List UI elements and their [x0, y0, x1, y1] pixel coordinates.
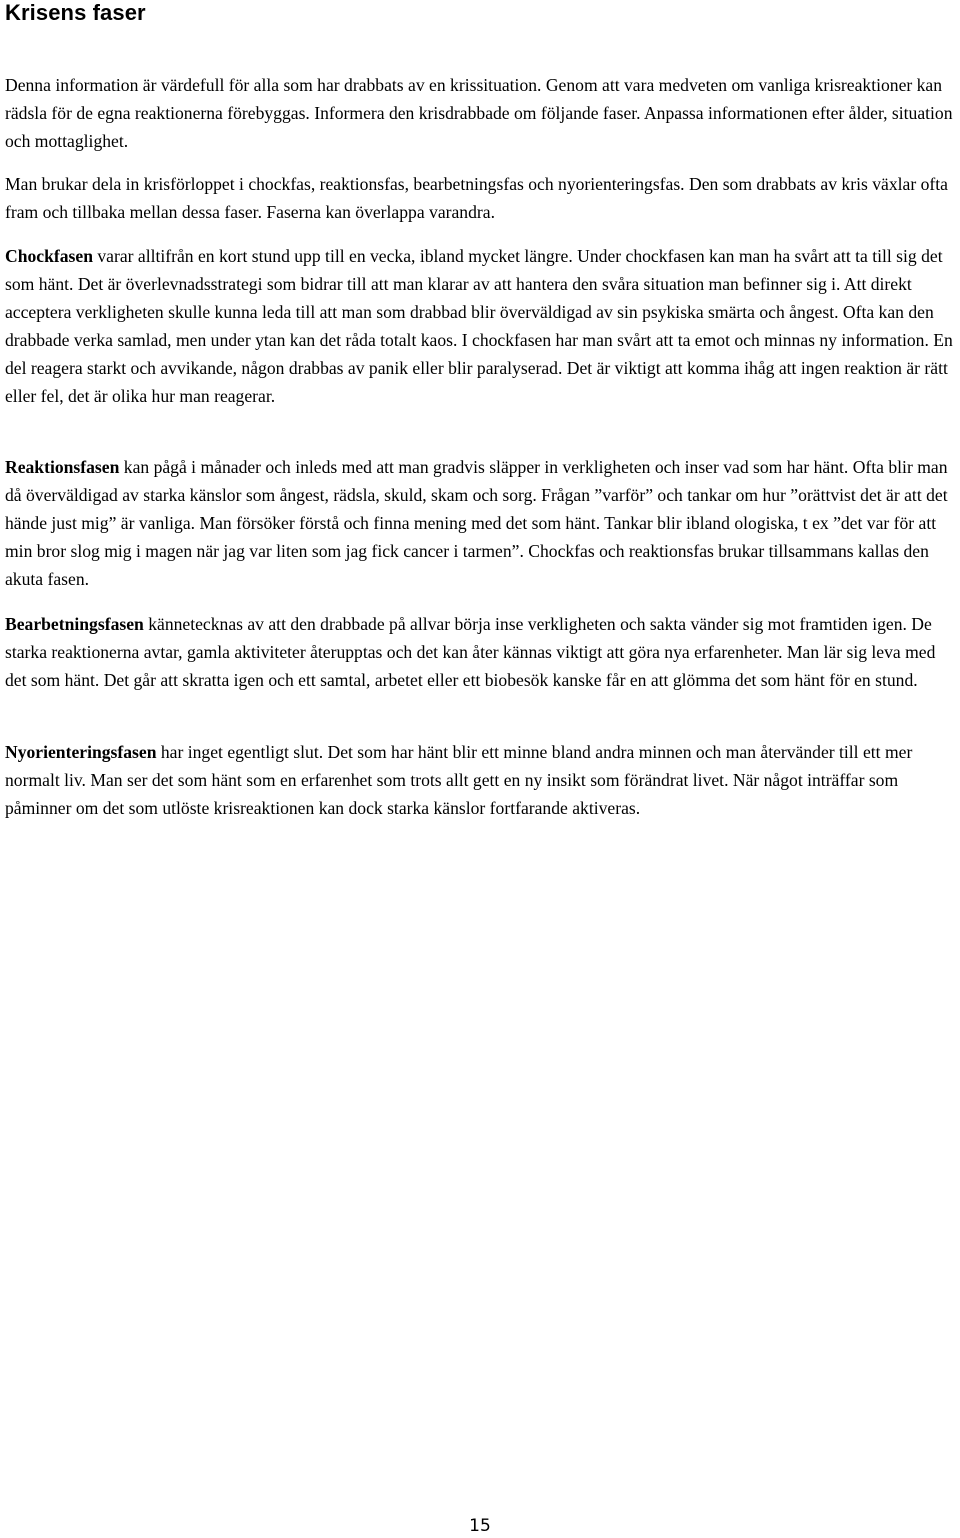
reaktionsfasen-text: kan pågå i månader och inleds med att man gradvis släpper in verkligheten och inser vad som har hänt. Ofta blir man då överväldigad av starka känslor som ångest, rädsla, skuld, skam och sorg. Frågan ”varför” och tankar om hur ”orättvist det är att det hände just mig” är vanliga. Man försöker förstå och finna mening med det som hänt. Tankar blir ibland ologiska, t ex ”det var för att min bror slog mig i magen när jag var liten som jag fick cancer i tarmen”. Chockfas och reaktionsfas brukar tillsammans kallas den akuta fasen. — [5, 457, 948, 589]
bearbetningsfasen-term: Bearbetningsfasen — [5, 614, 144, 634]
nyorienteringsfasen-term: Nyorienteringsfasen — [5, 742, 157, 762]
reaktionsfasen-paragraph — [5, 453, 955, 593]
bearbetningsfasen-paragraph — [5, 610, 955, 694]
page-number: 15 — [469, 1516, 491, 1536]
document-page — [5, 0, 955, 818]
overview-paragraph: Man brukar dela in krisförloppet i chockfas, reaktionsfas, bearbetningsfas och nyorienteringsfas. Den som drabbats av kris växlar ofta fram och tillbaka mellan dessa faser. Faserna kan överlappa varandra. — [5, 174, 948, 222]
bearbetningsfasen-text: kännetecknas av att den drabbade på allvar börja inse verkligheten och sakta vänder sig mot framtiden igen. De starka reaktionerna avtar, gamla aktiviteter återupptas och det kan åter kännas viktigt att göra nya erfarenheter. Man lär sig leva med det som hänt. Det går att skratta igen och ett samtal, arbetet eller ett biobesök kanske får en att glömma det som hänt för en stund. — [5, 614, 936, 690]
intro-paragraph: Denna information är värdefull för alla som har drabbats av en krissituation. Genom att vara medveten om vanliga krisreaktioner kan rädsla för de egna reaktionerna förebyggas. Informera den krisdrabbade om följande faser. Anpassa informationen efter ålder, situation och mottaglighet. — [5, 75, 953, 151]
nyorienteringsfasen-paragraph — [5, 738, 955, 822]
chockfasen-text: varar alltifrån en kort stund upp till en vecka, ibland mycket längre. Under chockfasen kan man ha svårt att ta till sig det som hänt. Det är överlevnadsstrategi som bidrar till att man klarar av att hantera den svåra situation man befinner sig i. Att direkt acceptera verkligheten skulle kunna leda till att man som drabbad blir överväldigad av sin psykiska smärta och ångest. Ofta kan den drabbade verka samlad, men under ytan kan det råda totalt kaos. I chockfasen har man svårt att ta emot och minnas ny information. En del reagera starkt och avvikande, någon drabbas av panik eller blir paralyserad. Det är viktigt att komma ihåg att ingen reaktion är rätt eller fel, det är olika hur man reagerar. — [5, 246, 953, 406]
reaktionsfasen-term: Reaktionsfasen — [5, 457, 120, 477]
chockfasen-term: Chockfasen — [5, 246, 93, 266]
page-title: Krisens faser — [5, 0, 146, 25]
chockfasen-paragraph — [5, 242, 955, 410]
nyorienteringsfasen-text: har inget egentligt slut. Det som har hänt blir ett minne bland andra minnen och man återvänder till ett mer normalt liv. Man ser det som hänt som en erfarenhet som trots allt gett en ny insikt som förändrat livet. När något inträffar som påminner om det som utlöste krisreaktionen kan dock starka känslor fortfarande aktiveras. — [5, 742, 913, 818]
